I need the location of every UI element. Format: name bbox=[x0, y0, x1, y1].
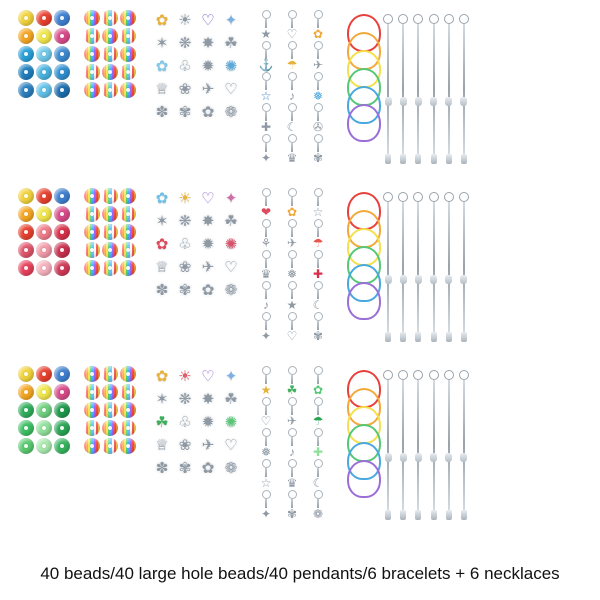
bead bbox=[18, 46, 34, 62]
clover-icon: ♧ bbox=[178, 57, 192, 75]
dangle-charm: ☾ bbox=[307, 281, 329, 311]
dangle-charm: ♡ bbox=[281, 312, 303, 342]
bead bbox=[120, 82, 136, 98]
bead bbox=[84, 420, 100, 436]
bead bbox=[36, 242, 52, 258]
dangle-charm: ☆ bbox=[307, 188, 329, 218]
bead bbox=[54, 10, 70, 26]
plane-icon: ✈ bbox=[201, 80, 215, 98]
dangle-charm: ♪ bbox=[281, 428, 303, 458]
silver-charms-group-1 bbox=[152, 10, 241, 122]
dangle-charm: ✾ bbox=[307, 312, 329, 342]
bead bbox=[84, 10, 100, 26]
bead bbox=[36, 384, 52, 400]
necklace-chain bbox=[413, 14, 423, 164]
bead bbox=[54, 384, 70, 400]
bead bbox=[18, 188, 34, 204]
dangle-charm: ✈ bbox=[307, 41, 329, 71]
necklace-chain bbox=[429, 14, 439, 164]
dangle-charms-group-2 bbox=[255, 188, 329, 342]
necklace-chain bbox=[398, 14, 408, 164]
necklace-chain bbox=[429, 370, 439, 520]
flower-icon: ❀ bbox=[178, 436, 192, 454]
bead bbox=[84, 46, 100, 62]
flower-icon: ❁ bbox=[224, 281, 238, 299]
dangle-charm: ☘ bbox=[281, 366, 303, 396]
bead bbox=[120, 260, 136, 276]
necklace-chain bbox=[459, 370, 469, 520]
bead bbox=[18, 64, 34, 80]
bead bbox=[54, 206, 70, 222]
dangle-charm: ♡ bbox=[281, 10, 303, 40]
elastic-cord bbox=[347, 282, 381, 320]
necklace-chain bbox=[459, 192, 469, 342]
clover-icon: ☘ bbox=[224, 390, 238, 408]
necklace-chain bbox=[383, 192, 393, 342]
bead bbox=[54, 28, 70, 44]
flower-icon: ✾ bbox=[178, 103, 192, 121]
bead bbox=[36, 366, 52, 382]
bead bbox=[54, 64, 70, 80]
bead bbox=[18, 438, 34, 454]
dangle-charm: ❁ bbox=[307, 490, 329, 520]
flower-icon: ❀ bbox=[178, 80, 192, 98]
crown-icon: ♕ bbox=[155, 436, 169, 454]
paw-icon: ✦ bbox=[224, 11, 238, 29]
bead bbox=[102, 420, 118, 436]
paw-icon: ✦ bbox=[224, 189, 238, 207]
paw-icon: ✦ bbox=[224, 367, 238, 385]
bead bbox=[18, 224, 34, 240]
dangle-charm: ⚓ bbox=[255, 41, 277, 71]
necklace-chain bbox=[459, 14, 469, 164]
necklace-chain bbox=[444, 14, 454, 164]
bead bbox=[18, 206, 34, 222]
dangle-charm: ☾ bbox=[307, 459, 329, 489]
flower-icon: ✿ bbox=[155, 57, 169, 75]
printed-beads-group-3 bbox=[18, 366, 70, 454]
flower-icon: ✽ bbox=[155, 281, 169, 299]
sun-icon: ☀ bbox=[178, 367, 192, 385]
dangle-charm: ♛ bbox=[281, 459, 303, 489]
butterfly-icon: ✶ bbox=[155, 34, 169, 52]
bead bbox=[102, 438, 118, 454]
bead bbox=[36, 224, 52, 240]
flower-icon: ✾ bbox=[178, 459, 192, 477]
dangle-charm: ✿ bbox=[307, 366, 329, 396]
bead bbox=[102, 28, 118, 44]
necklace-chains-group-3 bbox=[383, 366, 469, 526]
product-panels bbox=[0, 8, 600, 548]
elastic-cords-group-2 bbox=[343, 188, 383, 338]
flower-icon: ✽ bbox=[155, 459, 169, 477]
flower-icon: ✿ bbox=[201, 103, 215, 121]
bead bbox=[18, 402, 34, 418]
dangle-charm: ☆ bbox=[255, 72, 277, 102]
clover-icon: ☘ bbox=[155, 413, 169, 431]
bead bbox=[102, 366, 118, 382]
flower-icon: ✽ bbox=[155, 103, 169, 121]
bead bbox=[54, 82, 70, 98]
dangle-charm: ✾ bbox=[281, 490, 303, 520]
bead bbox=[36, 46, 52, 62]
dangle-charm: ♛ bbox=[281, 134, 303, 164]
heart-icon: ♡ bbox=[224, 80, 238, 98]
bead bbox=[102, 64, 118, 80]
sun-icon: ☀ bbox=[178, 11, 192, 29]
dangle-charms-group-1 bbox=[255, 10, 329, 164]
bead bbox=[102, 206, 118, 222]
butterfly-icon: ✶ bbox=[155, 212, 169, 230]
bead bbox=[102, 242, 118, 258]
bead bbox=[84, 242, 100, 258]
bead bbox=[84, 28, 100, 44]
dangle-charm: ☂ bbox=[307, 397, 329, 427]
bead bbox=[84, 82, 100, 98]
printed-beads-group-1 bbox=[18, 10, 70, 98]
bead bbox=[102, 46, 118, 62]
paw-icon: ✺ bbox=[224, 413, 238, 431]
flower-icon: ✿ bbox=[201, 459, 215, 477]
flower-icon: ✾ bbox=[178, 281, 192, 299]
dangle-charms-group-3 bbox=[255, 366, 329, 520]
snowflake-icon: ✹ bbox=[201, 57, 215, 75]
dangle-charm: ✿ bbox=[281, 188, 303, 218]
necklace-chain bbox=[413, 192, 423, 342]
dangle-charm: ♡ bbox=[255, 397, 277, 427]
bead bbox=[54, 224, 70, 240]
bead bbox=[120, 64, 136, 80]
dangle-charm: ✿ bbox=[307, 10, 329, 40]
dangle-charm: ❅ bbox=[307, 72, 329, 102]
product-panel-red bbox=[0, 186, 600, 364]
dangle-charm: ♪ bbox=[255, 281, 277, 311]
necklace-chain bbox=[398, 192, 408, 342]
bead bbox=[18, 28, 34, 44]
star-icon: ✸ bbox=[201, 390, 215, 408]
bead bbox=[18, 420, 34, 436]
dangle-charm: ★ bbox=[281, 281, 303, 311]
bead bbox=[84, 260, 100, 276]
bead bbox=[18, 10, 34, 26]
bead bbox=[54, 366, 70, 382]
bead bbox=[36, 402, 52, 418]
silver-charms-group-2 bbox=[152, 188, 241, 300]
bead bbox=[120, 224, 136, 240]
bead bbox=[84, 206, 100, 222]
necklace-chain bbox=[444, 370, 454, 520]
bead bbox=[120, 420, 136, 436]
bead bbox=[102, 260, 118, 276]
dangle-charm: ✇ bbox=[307, 103, 329, 133]
product-panel-blue bbox=[0, 8, 600, 186]
bead bbox=[120, 242, 136, 258]
bead bbox=[36, 260, 52, 276]
dangle-charm: ✾ bbox=[307, 134, 329, 164]
necklace-chain bbox=[444, 192, 454, 342]
necklace-chain bbox=[398, 370, 408, 520]
bead bbox=[102, 224, 118, 240]
dangle-charm: ✚ bbox=[307, 428, 329, 458]
bead bbox=[120, 402, 136, 418]
bead bbox=[120, 10, 136, 26]
bead bbox=[36, 438, 52, 454]
dangle-charm: ♛ bbox=[255, 250, 277, 280]
bead bbox=[120, 438, 136, 454]
bead bbox=[102, 10, 118, 26]
heart-icon: ♡ bbox=[224, 436, 238, 454]
plane-icon: ✈ bbox=[201, 436, 215, 454]
elastic-cords-group-3 bbox=[343, 366, 383, 516]
bead bbox=[18, 260, 34, 276]
bead bbox=[84, 384, 100, 400]
star-icon: ✸ bbox=[201, 212, 215, 230]
bead bbox=[54, 242, 70, 258]
bead bbox=[102, 188, 118, 204]
silver-charms-group-3 bbox=[152, 366, 241, 478]
dangle-charm: ☂ bbox=[281, 41, 303, 71]
bead bbox=[36, 188, 52, 204]
dangle-charm: ✚ bbox=[255, 103, 277, 133]
clover-icon: ♧ bbox=[178, 235, 192, 253]
product-caption: 40 beads/40 large hole beads/40 pendants/6 bracelets + 6 necklaces bbox=[40, 564, 560, 583]
large-hole-beads-group-1 bbox=[84, 10, 136, 98]
bead bbox=[84, 224, 100, 240]
dangle-charm: ❅ bbox=[281, 250, 303, 280]
dangle-charm: ✦ bbox=[255, 312, 277, 342]
dangle-charm: ♪ bbox=[281, 72, 303, 102]
bead bbox=[36, 10, 52, 26]
bead bbox=[120, 188, 136, 204]
bead bbox=[18, 366, 34, 382]
elastic-cord bbox=[347, 104, 381, 142]
dangle-charm: ❅ bbox=[255, 428, 277, 458]
bead bbox=[120, 46, 136, 62]
bead bbox=[54, 46, 70, 62]
butterfly-icon: ✶ bbox=[155, 390, 169, 408]
bead bbox=[18, 82, 34, 98]
bead bbox=[120, 206, 136, 222]
bead bbox=[84, 64, 100, 80]
snowflake-icon: ✹ bbox=[201, 235, 215, 253]
necklace-chains-group-1 bbox=[383, 10, 469, 170]
flower-icon: ✿ bbox=[155, 189, 169, 207]
bead bbox=[120, 366, 136, 382]
heart-icon: ♡ bbox=[201, 189, 215, 207]
flower-icon: ❀ bbox=[178, 258, 192, 276]
bead bbox=[18, 242, 34, 258]
paw-icon: ✺ bbox=[224, 57, 238, 75]
dangle-charm: ☾ bbox=[281, 103, 303, 133]
printed-beads-group-2 bbox=[18, 188, 70, 276]
flower-icon: ❋ bbox=[178, 212, 192, 230]
bead bbox=[54, 188, 70, 204]
dangle-charm: ☂ bbox=[307, 219, 329, 249]
bead bbox=[102, 384, 118, 400]
bead bbox=[36, 420, 52, 436]
necklace-chain bbox=[383, 14, 393, 164]
plane-icon: ✈ bbox=[201, 258, 215, 276]
dangle-charm: ⚘ bbox=[255, 219, 277, 249]
crown-icon: ♕ bbox=[155, 80, 169, 98]
bead bbox=[36, 206, 52, 222]
flower-icon: ❁ bbox=[224, 103, 238, 121]
star-icon: ✸ bbox=[201, 34, 215, 52]
bead bbox=[84, 438, 100, 454]
dangle-charm: ★ bbox=[255, 366, 277, 396]
dangle-charm: ✦ bbox=[255, 134, 277, 164]
bead bbox=[84, 366, 100, 382]
large-hole-beads-group-2 bbox=[84, 188, 136, 276]
paw-icon: ✺ bbox=[224, 235, 238, 253]
bead bbox=[84, 188, 100, 204]
sun-icon: ☀ bbox=[178, 189, 192, 207]
bead bbox=[102, 82, 118, 98]
dangle-charm: ✦ bbox=[255, 490, 277, 520]
clover-icon: ☘ bbox=[224, 34, 238, 52]
flower-icon: ✿ bbox=[155, 235, 169, 253]
large-hole-beads-group-3 bbox=[84, 366, 136, 454]
product-panel-green bbox=[0, 364, 600, 542]
dangle-charm: ❤ bbox=[255, 188, 277, 218]
necklace-chain bbox=[413, 370, 423, 520]
necklace-chains-group-2 bbox=[383, 188, 469, 348]
bead bbox=[84, 402, 100, 418]
dangle-charm: ✚ bbox=[307, 250, 329, 280]
heart-icon: ♡ bbox=[201, 367, 215, 385]
bead bbox=[102, 402, 118, 418]
elastic-cord bbox=[347, 460, 381, 498]
elastic-cords-group-1 bbox=[343, 10, 383, 160]
bead bbox=[36, 28, 52, 44]
bead bbox=[120, 28, 136, 44]
heart-icon: ♡ bbox=[224, 258, 238, 276]
bead bbox=[36, 64, 52, 80]
necklace-chain bbox=[383, 370, 393, 520]
bead bbox=[54, 420, 70, 436]
bead bbox=[120, 384, 136, 400]
dangle-charm: ☆ bbox=[255, 459, 277, 489]
flower-icon: ✿ bbox=[155, 367, 169, 385]
necklace-chain bbox=[429, 192, 439, 342]
bead bbox=[54, 402, 70, 418]
flower-icon: ❁ bbox=[224, 459, 238, 477]
clover-icon: ☘ bbox=[224, 212, 238, 230]
snowflake-icon: ✹ bbox=[201, 413, 215, 431]
heart-icon: ♡ bbox=[201, 11, 215, 29]
flower-icon: ❋ bbox=[178, 34, 192, 52]
bead bbox=[36, 82, 52, 98]
flower-icon: ✿ bbox=[155, 11, 169, 29]
bead bbox=[18, 384, 34, 400]
crown-icon: ♕ bbox=[155, 258, 169, 276]
clover-icon: ♧ bbox=[178, 413, 192, 431]
bead bbox=[54, 260, 70, 276]
bead bbox=[54, 438, 70, 454]
dangle-charm: ★ bbox=[255, 10, 277, 40]
flower-icon: ❋ bbox=[178, 390, 192, 408]
dangle-charm: ✈ bbox=[281, 397, 303, 427]
flower-icon: ✿ bbox=[201, 281, 215, 299]
dangle-charm: ✈ bbox=[281, 219, 303, 249]
